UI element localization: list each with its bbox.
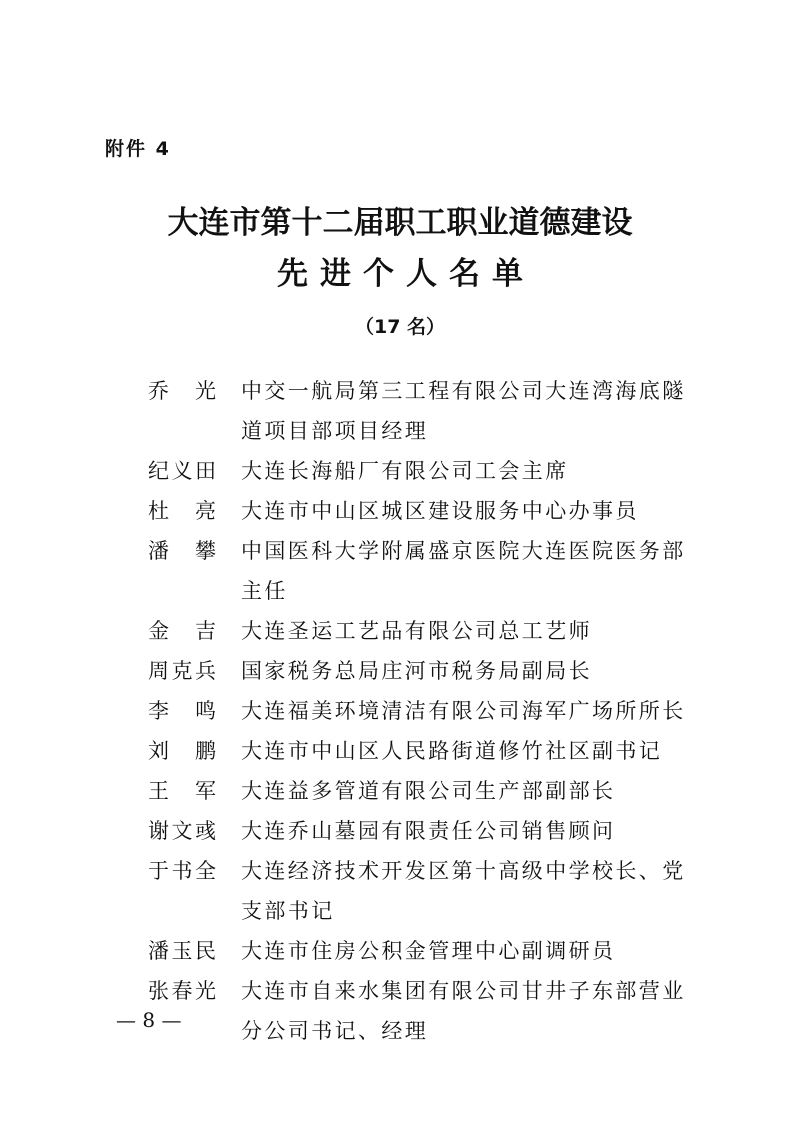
honoree-affiliation: 大连乔山墓园有限责任公司销售顾问: [241, 819, 616, 843]
document-title-line-1: 大连市第十二届职工职业道德建设: [167, 205, 633, 241]
list-item: [148, 651, 718, 691]
honoree-name: 李 鸣: [148, 699, 216, 723]
list-item: [148, 771, 718, 811]
honoree-affiliation: 大连市中山区人民路街道修竹社区副书记: [241, 739, 663, 763]
list-item: [148, 731, 718, 771]
count-note: （17 名）: [354, 316, 446, 338]
honoree-name: 潘 玉 民: [148, 939, 216, 963]
list-item: [148, 371, 718, 451]
honoree-name: 张 春 光: [148, 979, 216, 1003]
honoree-name: 刘 鹏: [148, 739, 216, 763]
attachment-label: 附件 4: [105, 138, 171, 160]
honoree-affiliation: 大连益多管道有限公司生产部副部长: [241, 779, 616, 803]
honoree-affiliation: 大连圣运工艺品有限公司总工艺师: [241, 619, 592, 643]
honoree-affiliation: 国家税务总局庄河市税务局副局长: [241, 659, 592, 683]
list-item: [148, 691, 718, 731]
page-number: — 8 —: [116, 1008, 182, 1032]
honoree-name: 周 克 兵: [148, 659, 216, 683]
honoree-affiliation: 中国医科大学附属盛京医院大连医院医务部主任: [241, 539, 686, 603]
honoree-name: 杜 亮: [148, 499, 216, 523]
list-item: [148, 611, 718, 651]
list-item: [148, 931, 718, 971]
list-item: [148, 851, 718, 931]
honoree-name: 王 军: [148, 779, 216, 803]
honoree-name: 谢 文 彧: [148, 819, 216, 843]
honoree-name: 纪 义 田: [148, 459, 216, 483]
honoree-affiliation: 大连经济技术开发区第十高级中学校长、党支部书记: [241, 859, 686, 923]
honoree-affiliation: 大连市自来水集团有限公司甘井子东部营业分公司书记、经理: [241, 979, 686, 1043]
list-item: [148, 971, 718, 1051]
honoree-affiliation: 中交一航局第三工程有限公司大连湾海底隧道项目部项目经理: [241, 379, 686, 443]
list-item: [148, 531, 718, 611]
honoree-affiliation: 大连福美环境清洁有限公司海军广场所所长: [241, 699, 686, 723]
honoree-affiliation: 大连市中山区城区建设服务中心办事员: [241, 499, 639, 523]
honoree-name: 金 吉: [148, 619, 216, 643]
list-item: [148, 811, 718, 851]
honoree-list: [148, 371, 718, 1051]
honoree-affiliation: 大连市住房公积金管理中心副调研员: [241, 939, 616, 963]
honoree-name: 潘 攀: [148, 539, 216, 563]
document-title-line-2: 先进个人名单: [277, 256, 535, 292]
honoree-name: 于 书 全: [148, 859, 216, 883]
list-item: [148, 451, 718, 491]
honoree-name: 乔 光: [148, 379, 216, 403]
honoree-affiliation: 大连长海船厂有限公司工会主席: [241, 459, 569, 483]
list-item: [148, 491, 718, 531]
